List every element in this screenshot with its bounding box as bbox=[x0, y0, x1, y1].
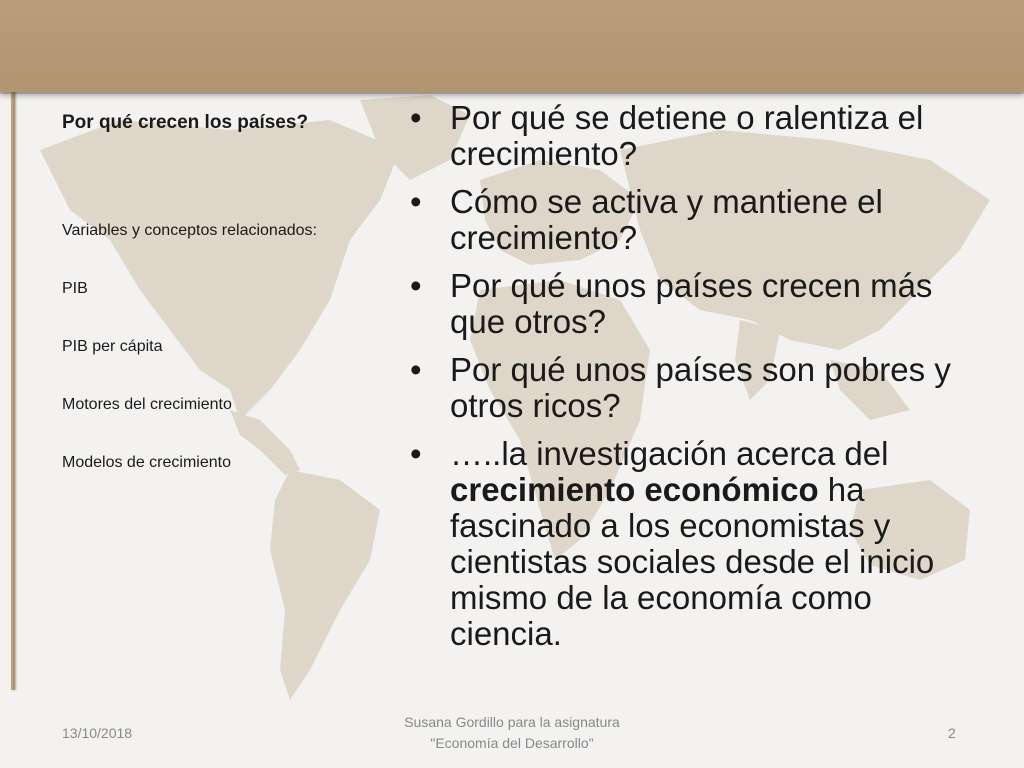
header-shadow bbox=[0, 92, 1024, 94]
bullet-item bbox=[408, 184, 988, 256]
bullet-dot: • bbox=[410, 183, 422, 220]
map-north-america bbox=[40, 120, 400, 420]
footer-author-line2: "Economía del Desarrollo" bbox=[430, 735, 594, 751]
left-item-motores: Motores del crecimiento bbox=[62, 396, 232, 413]
footer-page-number: 2 bbox=[948, 725, 956, 741]
left-item-variables: Variables y conceptos relacionados: bbox=[62, 222, 317, 239]
bullet-text: Por qué unos países son pobres y otros ricos? bbox=[450, 351, 951, 424]
question-bullet-list bbox=[408, 100, 988, 664]
bullet-text: Cómo se activa y mantiene el crecimiento? bbox=[450, 183, 883, 256]
bullet-text: Por qué unos países crecen más que otros? bbox=[450, 267, 933, 340]
decorative-vertical-rule bbox=[11, 40, 15, 690]
left-item-modelos: Modelos de crecimiento bbox=[62, 454, 231, 471]
left-item-pib: PIB bbox=[62, 280, 88, 297]
bullet-dot: • bbox=[410, 435, 422, 472]
footer-author-line1: Susana Gordillo para la asignatura bbox=[404, 714, 620, 730]
bullet-text-prefix: …..la investigación acerca del bbox=[450, 435, 889, 472]
bullet-dot: • bbox=[410, 351, 422, 388]
left-item-pib-per-capita: PIB per cápita bbox=[62, 338, 163, 355]
bullet-dot: • bbox=[410, 99, 422, 136]
bullet-text-suffix: ha fascinado a los economistas y cientistas sociales desde el inicio mismo de la economía como ciencia. bbox=[450, 471, 935, 652]
map-south-america bbox=[270, 470, 380, 700]
bullet-dot: • bbox=[410, 267, 422, 304]
bullet-item bbox=[408, 268, 988, 340]
bullet-text-bold: crecimiento económico bbox=[450, 471, 819, 508]
header-band bbox=[0, 0, 1024, 92]
left-title: Por qué crecen los países? bbox=[62, 112, 309, 133]
footer-date: 13/10/2018 bbox=[62, 725, 133, 741]
bullet-item bbox=[408, 352, 988, 424]
bullet-text: Por qué se detiene o ralentiza el crecimiento? bbox=[450, 99, 924, 172]
bullet-item-research bbox=[408, 436, 988, 652]
footer-author bbox=[370, 712, 654, 754]
bullet-item bbox=[408, 100, 988, 172]
map-central-america bbox=[230, 410, 300, 475]
